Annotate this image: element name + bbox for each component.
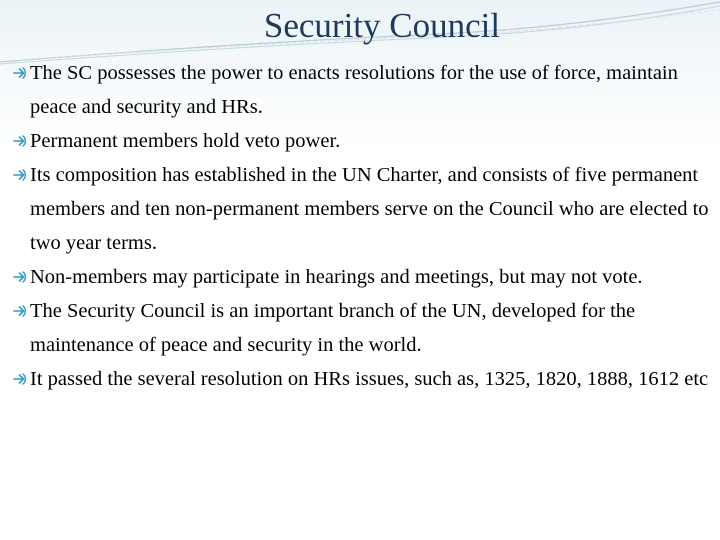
bullet-item bbox=[10, 294, 716, 362]
bullet-text: The Security Council is an important branch of the UN, developed for the maintenance of peace and security in the world. bbox=[30, 300, 636, 356]
bullet-text: Permanent members hold veto power. bbox=[30, 130, 341, 152]
bullet-text: Its composition has established in the UN Charter, and consists of five permanent members and ten non-permanent members serve on the Council who are elected to two year terms. bbox=[30, 164, 709, 254]
bullet-text: It passed the several resolution on HRs issues, such as, 1325, 1820, 1888, 1612 etc bbox=[30, 368, 709, 390]
bullet-arrow-icon bbox=[12, 65, 28, 81]
bullet-arrow-icon bbox=[12, 303, 28, 319]
bullet-arrow-icon bbox=[12, 133, 28, 149]
bullet-text: Non-members may participate in hearings and meetings, but may not vote. bbox=[30, 266, 643, 288]
bullet-item bbox=[10, 260, 716, 294]
bullet-list bbox=[10, 56, 716, 396]
bullet-arrow-icon bbox=[12, 371, 28, 387]
bullet-arrow-icon bbox=[12, 269, 28, 285]
bullet-item bbox=[10, 56, 716, 124]
bullet-item bbox=[10, 362, 716, 396]
bullet-item bbox=[10, 158, 716, 260]
slide-title: Security Council bbox=[263, 6, 501, 45]
bullet-arrow-icon bbox=[12, 167, 28, 183]
bullet-text: The SC possesses the power to enacts resolutions for the use of force, maintain peace and security and HRs. bbox=[30, 62, 678, 118]
bullet-item bbox=[10, 124, 716, 158]
